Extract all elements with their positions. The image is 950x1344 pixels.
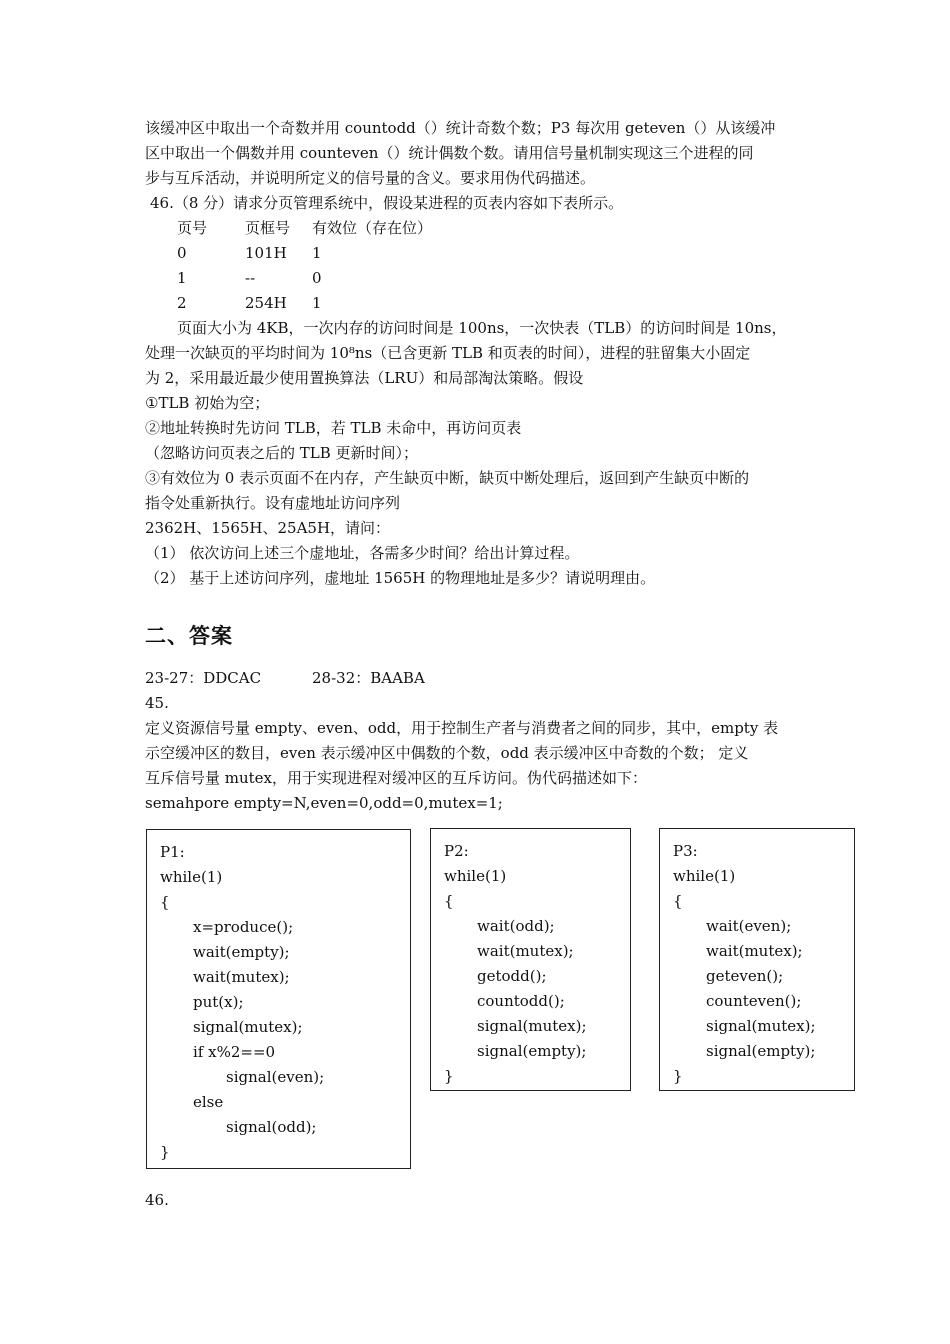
code-line: signal(empty); xyxy=(477,1042,587,1060)
code-line: } xyxy=(444,1067,454,1085)
table-cell: 1 xyxy=(312,294,322,312)
question-line: 区中取出一个偶数并用 counteven（）统计偶数个数。请用信号量机制实现这三个进程的同 xyxy=(145,144,754,162)
q46-line: 页面大小为 4KB，一次内存的访问时间是 100ns，一次快表（TLB）的访问时间是 10ns， xyxy=(177,319,787,337)
table-cell: 1 xyxy=(177,269,187,287)
code-line: geteven(); xyxy=(706,967,784,985)
section-title: 二、答案 xyxy=(145,624,233,648)
table-cell: 0 xyxy=(312,269,322,287)
q46-subquestion-1: （1） 依次访问上述三个虚地址，各需多少时间？给出计算过程。 xyxy=(145,544,580,562)
code-box-p2 xyxy=(430,828,631,1091)
table-header-valid-bit: 有效位（存在位） xyxy=(312,219,433,237)
answer-line: 定义资源信号量 empty、even、odd，用于控制生产者与消费者之间的同步，其中，empty 表 xyxy=(145,719,779,737)
code-line: if x%2==0 xyxy=(193,1043,276,1061)
table-cell: 254H xyxy=(245,294,287,312)
code-line: wait(empty); xyxy=(193,943,290,961)
question-line: 步与互斥活动，并说明所定义的信号量的含义。要求用伪代码描述。 xyxy=(145,169,596,187)
table-header-frame-no: 页框号 xyxy=(245,219,291,237)
code-line: signal(even); xyxy=(226,1068,325,1086)
code-line: { xyxy=(673,892,683,910)
code-line: getodd(); xyxy=(477,967,547,985)
code-line: put(x); xyxy=(193,993,244,1011)
code-line: wait(mutex); xyxy=(193,968,290,986)
code-line: countodd(); xyxy=(477,992,565,1010)
q46-line: 2362H、1565H、25A5H，请问： xyxy=(145,519,391,537)
code-line: signal(mutex); xyxy=(193,1018,303,1036)
code-line: { xyxy=(160,893,170,911)
question-line: 该缓冲区中取出一个奇数并用 countodd（）统计奇数个数；P3 每次用 geteven（）从该缓冲 xyxy=(145,119,776,137)
answer-46-label: 46. xyxy=(145,1191,169,1209)
code-line: while(1) xyxy=(160,868,223,886)
table-cell: 101H xyxy=(245,244,287,262)
code-line: while(1) xyxy=(673,867,736,885)
code-line: wait(mutex); xyxy=(477,942,574,960)
answer-line: 互斥信号量 mutex，用于实现进程对缓冲区的互斥访问。伪代码描述如下： xyxy=(145,769,648,787)
code-line: signal(mutex); xyxy=(477,1017,587,1035)
table-cell: -- xyxy=(245,269,256,287)
code-line: } xyxy=(673,1067,683,1085)
q46-line: 处理一次缺页的平均时间为 10⁸ns（已含更新 TLB 和页表的时间），进程的驻留集大小固定 xyxy=(145,344,751,362)
q46-line: 指令处重新执行。设有虚地址访问序列 xyxy=(145,494,401,512)
code-line: wait(odd); xyxy=(477,917,555,935)
code-line: P2: xyxy=(444,842,469,860)
code-line: counteven(); xyxy=(706,992,802,1010)
answer-28-32: 28-32：BAABA xyxy=(312,669,425,687)
code-line: wait(mutex); xyxy=(706,942,803,960)
answer-line: 示空缓冲区的数目，even 表示缓冲区中偶数的个数，odd 表示缓冲区中奇数的个数； 定义 xyxy=(145,744,749,762)
question-46-heading: 46.（8 分）请求分页管理系统中，假设某进程的页表内容如下表所示。 xyxy=(150,194,624,212)
answer-45-label: 45. xyxy=(145,694,169,712)
code-line: while(1) xyxy=(444,867,507,885)
q46-subquestion-2: （2） 基于上述访问序列，虚地址 1565H 的物理地址是多少？请说明理由。 xyxy=(145,569,656,587)
q46-line: 为 2，采用最近最少使用置换算法（LRU）和局部淘汰策略。假设 xyxy=(145,369,584,387)
code-line: signal(odd); xyxy=(226,1118,317,1136)
code-line: signal(empty); xyxy=(706,1042,816,1060)
code-line: x=produce(); xyxy=(193,918,294,936)
q46-line: ③有效位为 0 表示页面不在内存，产生缺页中断，缺页中断处理后，返回到产生缺页中断的 xyxy=(145,469,750,487)
code-line: else xyxy=(193,1093,224,1111)
answer-23-27: 23-27：DDCAC xyxy=(145,669,262,687)
table-cell: 2 xyxy=(177,294,187,312)
q46-line: （忽略访问页表之后的 TLB 更新时间）； xyxy=(145,444,419,462)
code-line: P1: xyxy=(160,843,185,861)
code-line: P3: xyxy=(673,842,698,860)
table-cell: 1 xyxy=(312,244,322,262)
table-cell: 0 xyxy=(177,244,187,262)
code-line: { xyxy=(444,892,454,910)
code-line: signal(mutex); xyxy=(706,1017,816,1035)
semaphore-declaration: semahpore empty=N,even=0,odd=0,mutex=1; xyxy=(145,794,503,812)
q46-line: ②地址转换时先访问 TLB，若 TLB 未命中，再访问页表 xyxy=(145,419,522,437)
q46-line: ①TLB 初始为空； xyxy=(145,394,270,412)
code-box-p1 xyxy=(146,829,411,1169)
code-line: } xyxy=(160,1143,170,1161)
code-box-p3 xyxy=(659,828,855,1091)
code-line: wait(even); xyxy=(706,917,792,935)
table-header-page-no: 页号 xyxy=(177,219,208,237)
